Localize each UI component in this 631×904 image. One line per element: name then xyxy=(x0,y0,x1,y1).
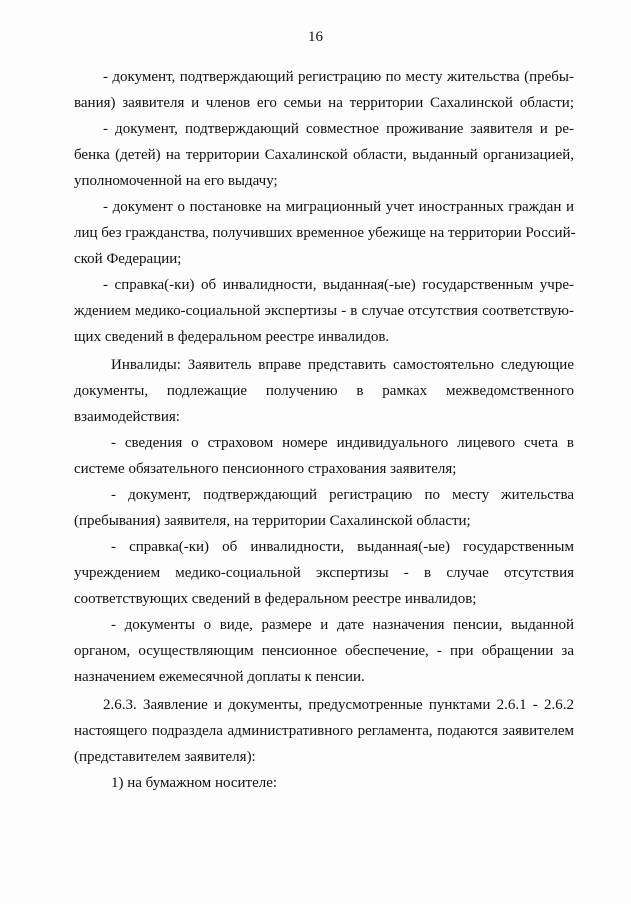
text-line: взаимодействия: xyxy=(74,409,180,425)
text-line: - документы о виде, размере и дате назначения пенсии, выданной xyxy=(111,617,574,633)
text-line: - документ, подтверждающий регистрацию по месту жительства (пребы- xyxy=(103,69,574,85)
text-line: - документ, подтверждающий регистрацию по месту жительства xyxy=(111,487,574,503)
text-line: системе обязательного пенсионного страхования заявителя; xyxy=(74,461,457,477)
text-line: назначением ежемесячной доплаты к пенсии. xyxy=(74,669,365,685)
text-line: ждением медико-социальной экспертизы - в случае отсутствия соответствую- xyxy=(74,303,574,319)
text-line: соответствующих сведений в федеральном реестре инвалидов; xyxy=(74,591,477,607)
text-line: документы, подлежащие получению в рамках межведомственного xyxy=(74,383,574,399)
text-line: настоящего подраздела административного регламента, подаются заявителем xyxy=(74,723,574,739)
text-line: - документ, подтверждающий совместное проживание заявителя и ре- xyxy=(103,121,574,137)
text-line: учреждением медико-социальной экспертизы - в случае отсутствия xyxy=(74,565,574,581)
text-line: (представителем заявителя): xyxy=(74,749,256,765)
text-line: 1) на бумажном носителе: xyxy=(111,775,278,791)
page-number: 16 xyxy=(308,29,323,45)
text-line: (пребывания) заявителя, на территории Сахалинской области; xyxy=(74,513,471,529)
text-line: бенка (детей) на территории Сахалинской области, выданный организацией, xyxy=(74,147,574,163)
text-line: - сведения о страховом номере индивидуального лицевого счета в xyxy=(111,435,574,451)
text-line: лиц без гражданства, получивших временное убежище на территории Россий- xyxy=(74,225,576,241)
text-line: Инвалиды: Заявитель вправе представить самостоятельно следующие xyxy=(111,357,574,373)
text-line: уполномоченной на его выдачу; xyxy=(74,173,278,189)
text-line: - документ о постановке на миграционный учет иностранных граждан и xyxy=(103,199,574,215)
text-line: - справка(-ки) об инвалидности, выданная(-ые) государственным учре- xyxy=(103,277,574,293)
text-line: вания) заявителя и членов его семьи на территории Сахалинской области; xyxy=(74,95,574,111)
text-line: 2.6.3. Заявление и документы, предусмотренные пунктами 2.6.1 - 2.6.2 xyxy=(103,697,574,713)
text-line: ской Федерации; xyxy=(74,251,182,267)
text-line: щих сведений в федеральном реестре инвалидов. xyxy=(74,329,390,345)
text-line: органом, осуществляющим пенсионное обеспечение, - при обращении за xyxy=(74,643,574,659)
text-line: - справка(-ки) об инвалидности, выданная(-ые) государственным xyxy=(111,539,574,555)
